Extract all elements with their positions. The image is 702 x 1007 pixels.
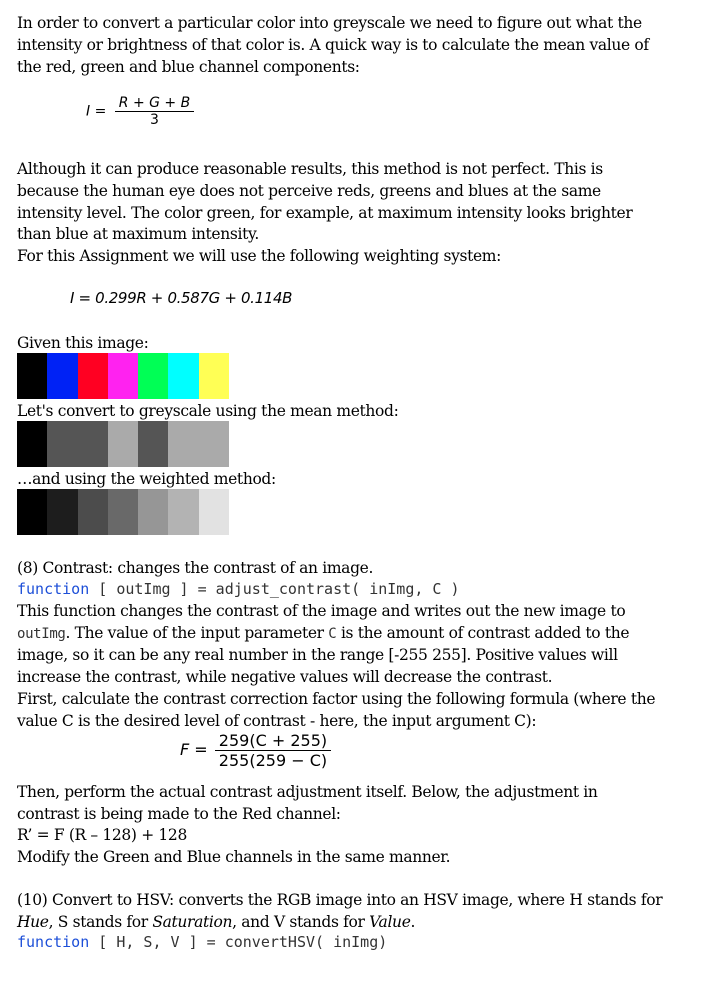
weighted-swatch-5 bbox=[138, 489, 168, 535]
contrast-code-rest: [ outImg ] = adjust_contrast( inImg, C ) bbox=[89, 580, 460, 598]
contrast-code-keyword: function bbox=[17, 580, 90, 598]
original-swatch-1 bbox=[17, 353, 47, 399]
contrast-desc-2-text2: is the amount of contrast added to the bbox=[336, 624, 630, 642]
hsv-code-rest: [ H, S, V ] = convertHSV( inImg) bbox=[89, 933, 388, 951]
original-swatch-3 bbox=[78, 353, 108, 399]
mean-swatch-6 bbox=[168, 421, 198, 467]
contrast-desc-4: increase the contrast, while negative values will decrease the contrast. bbox=[17, 668, 553, 686]
hsv-saturation-word: Saturation bbox=[152, 913, 233, 931]
hsv-value-word: Value bbox=[369, 913, 411, 931]
contrast-formula-numerator: 259(C + 255) bbox=[215, 731, 331, 751]
weighted-formula: I = 0.299R + 0.587G + 0.114B bbox=[70, 289, 293, 307]
contrast-desc-6: value C is the desired level of contrast - here, the input argument C): bbox=[17, 712, 537, 730]
weighted-swatch-2 bbox=[47, 489, 77, 535]
para2-line-2: because the human eye does not perceive reds, greens and blues at the same bbox=[17, 182, 601, 200]
intro-line-1: In order to convert a particular color into greyscale we need to figure out what the bbox=[17, 14, 642, 32]
mean-formula-lhs: I = bbox=[86, 103, 107, 120]
contrast-desc-5: First, calculate the contrast correction factor using the following formula (where the bbox=[17, 690, 656, 708]
intro-line-3: the red, green and blue channel components: bbox=[17, 58, 360, 76]
original-swatch-4 bbox=[108, 353, 138, 399]
contrast-formula-denominator: 255(259 − C) bbox=[218, 751, 328, 770]
mean-swatch-1 bbox=[17, 421, 47, 467]
original-swatch-5 bbox=[138, 353, 168, 399]
hsv-hue-word: Hue bbox=[17, 913, 49, 931]
mean-swatch-3 bbox=[78, 421, 108, 467]
contrast-desc-10: Modify the Green and Blue channels in the same manner. bbox=[17, 848, 451, 866]
contrast-desc-2 bbox=[17, 623, 629, 646]
contrast-formula-lhs: F = bbox=[180, 740, 208, 759]
contrast-desc-7: Then, perform the actual contrast adjustment itself. Below, the adjustment in bbox=[17, 783, 598, 801]
mean-formula bbox=[86, 95, 194, 128]
para2-line-1: Although it can produce reasonable results, this method is not perfect. This is bbox=[17, 160, 603, 178]
contrast-desc-2-code: outImg bbox=[17, 626, 66, 642]
para2-line-5: For this Assignment we will use the following weighting system: bbox=[17, 247, 502, 265]
weighted-swatch-1 bbox=[17, 489, 47, 535]
contrast-heading: (8) Contrast: changes the contrast of an image. bbox=[17, 559, 374, 577]
contrast-desc-1: This function changes the contrast of the image and writes out the new image to bbox=[17, 602, 626, 620]
contrast-desc-9: R’ = F (R – 128) + 128 bbox=[17, 826, 187, 844]
hsv-line-2-c: . bbox=[410, 913, 416, 931]
mean-label: Let's convert to greyscale using the mean method: bbox=[17, 402, 399, 420]
hsv-heading: (10) Convert to HSV: converts the RGB image into an HSV image, where H stands for bbox=[17, 891, 663, 909]
weighted-greyscale-swatches bbox=[17, 489, 229, 535]
contrast-desc-2-code2: C bbox=[328, 626, 337, 642]
mean-swatch-7 bbox=[199, 421, 229, 467]
mean-formula-denominator: 3 bbox=[150, 112, 159, 128]
original-swatch-2 bbox=[47, 353, 77, 399]
hsv-code-keyword: function bbox=[17, 933, 90, 951]
para2-line-3: intensity level. The color green, for example, at maximum intensity looks brighter bbox=[17, 204, 633, 222]
weighted-swatch-4 bbox=[108, 489, 138, 535]
original-swatch-6 bbox=[168, 353, 198, 399]
hsv-line-2 bbox=[17, 912, 415, 934]
contrast-desc-8: contrast is being made to the Red channel: bbox=[17, 805, 341, 823]
weighted-swatch-3 bbox=[78, 489, 108, 535]
weighted-swatch-7 bbox=[199, 489, 229, 535]
mean-formula-fraction bbox=[115, 95, 194, 128]
original-swatch-7 bbox=[199, 353, 229, 399]
intro-line-2: intensity or brightness of that color is. A quick way is to calculate the mean value of bbox=[17, 36, 649, 54]
mean-swatch-2 bbox=[47, 421, 77, 467]
hsv-code-signature bbox=[17, 932, 387, 954]
para2-line-4: than blue at maximum intensity. bbox=[17, 225, 259, 243]
contrast-formula-fraction bbox=[215, 731, 331, 770]
contrast-desc-3: image, so it can be any real number in the range [-255 255]. Positive values will bbox=[17, 646, 618, 664]
mean-swatch-4 bbox=[108, 421, 138, 467]
given-label: Given this image: bbox=[17, 334, 149, 352]
mean-formula-numerator: R + G + B bbox=[115, 95, 194, 112]
mean-swatch-5 bbox=[138, 421, 168, 467]
original-color-swatches bbox=[17, 353, 229, 399]
mean-greyscale-swatches bbox=[17, 421, 229, 467]
contrast-formula bbox=[180, 731, 331, 770]
hsv-line-2-b: , and V stands for bbox=[232, 913, 370, 931]
weighted-label: …and using the weighted method: bbox=[17, 470, 276, 488]
hsv-line-2-a: , S stands for bbox=[48, 913, 153, 931]
contrast-desc-2-text: . The value of the input parameter bbox=[65, 624, 329, 642]
contrast-code-signature bbox=[17, 579, 460, 601]
weighted-swatch-6 bbox=[168, 489, 198, 535]
